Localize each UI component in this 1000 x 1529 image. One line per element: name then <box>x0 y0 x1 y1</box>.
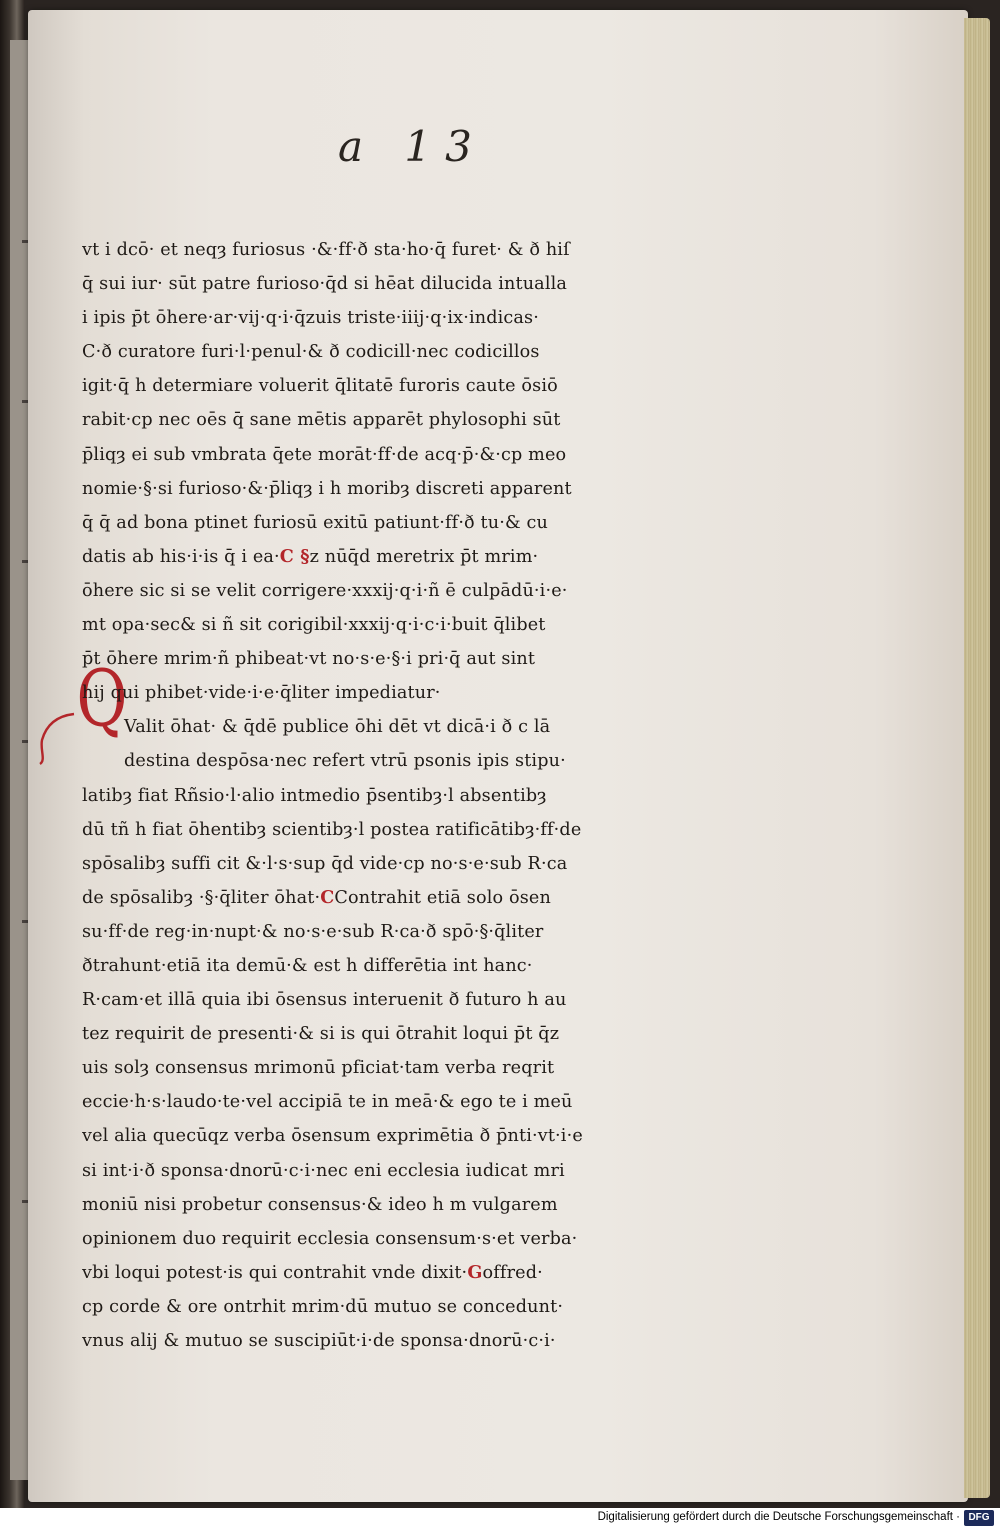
text-line: q̄ sui iur· sūt patre furioso·q̄d si hēat dilucida intualla <box>82 274 568 295</box>
text-line: Valit ōhat· & q̄dē publice ōhi dēt vt dicā·i ð c lā <box>124 717 551 738</box>
text-line: i ipis p̄t ōhere·ar·vij·q·i·q̄zuis triste·iiij·q·ix·indicas· <box>82 308 539 329</box>
page-block-edges <box>964 18 990 1498</box>
rubric-mark: G <box>467 1261 483 1283</box>
text-line: q̄ q̄ ad bona ptinet furiosū exitū patiunt·ff·ð tu·& cu <box>82 512 549 533</box>
text-segment: datis ab his·i·is q̄ i ea· <box>82 546 280 567</box>
dfg-logo-icon: DFG <box>964 1510 994 1526</box>
text-segment: z nūq̄d meretrix p̄t mrim· <box>309 546 539 567</box>
text-line: p̄t ōhere mrim·ñ phibeat·vt no·s·e·§·i pri·q̄ aut sint <box>82 649 536 670</box>
rubricated-initial: Q <box>76 654 128 744</box>
text-line: uis solȝ consensus mrimonū pficiat·tam verba reqrit <box>82 1058 555 1079</box>
text-line: latibȝ fiat Rñsio·l·alio intmedio p̄sentibȝ·l absentibȝ <box>82 785 547 806</box>
text-line: spōsalibȝ suffi cit &·l·s·sup q̄d vide·cp no·s·e·sub R·ca <box>82 853 568 874</box>
funding-credit: Digitalisierung gefördert durch die Deutsche Forschungsgemeinschaft · <box>597 1511 960 1523</box>
text-line: dū tñ h fiat ōhentibȝ scientibȝ·l postea ratificātibȝ·ff·de <box>82 819 582 840</box>
text-segment: de spōsalibȝ ·§·q̄liter ōhat· <box>82 887 321 908</box>
text-line: su·ff·de reg·in·nupt·& no·s·e·sub R·ca·ð spō·§·q̄liter <box>82 921 544 942</box>
text-line <box>82 881 682 915</box>
text-line <box>82 540 682 574</box>
text-line: p̄liqȝ ei sub vmbrata q̄ete morāt·ff·de acq·p̄·&·cp meo <box>82 444 567 465</box>
text-line: eccie·h·s·laudo·te·vel accipiā te in meā·& ego te i meū <box>82 1092 573 1113</box>
text-line: C·ð curatore furi·l·penul·& ð codicill·nec codicillos <box>82 342 540 363</box>
text-column <box>82 233 682 1358</box>
text-line: ōhere sic si se velit corrigere·xxxij·q·i·ñ ē culpādū·i·e· <box>82 580 568 601</box>
text-line: rabit·cp nec oēs q̄ sane mētis apparēt phylosophi sūt <box>82 410 561 431</box>
text-segment: Contrahit etiā solo ōsen <box>334 887 551 908</box>
text-segment: vbi loqui potest·is qui contrahit vnde dixit· <box>82 1262 468 1283</box>
text-line: moniū nisi probetur consensus·& ideo h m vulgarem <box>82 1194 558 1215</box>
rubric-mark: C § <box>279 545 310 567</box>
text-line: opinionem duo requirit ecclesia consensum·s·et verba· <box>82 1228 578 1249</box>
foliation-mark: a 13 <box>338 122 486 171</box>
text-line: destina despōsa·nec refert vtrū psonis ipis stipu· <box>124 751 566 772</box>
text-line: vnus alij & mutuo se suscipiūt·i·de sponsa·dnorū·c·i· <box>82 1331 556 1351</box>
initial-flourish <box>36 706 76 766</box>
text-line: cp corde & ore ontrhit mrim·dū mutuo se concedunt· <box>82 1296 564 1317</box>
text-line <box>82 1256 682 1290</box>
text-line: ðtrahunt·etiā ita demū·& est h differētia int hanc· <box>82 955 533 976</box>
text-line: R·cam·et illā quia ibi ōsensus interuenit ð futuro h au <box>82 990 567 1011</box>
text-line: igit·q̄ h determiare voluerit q̄litatē furoris caute ōsiō <box>82 376 558 397</box>
text-line: mt opa·sec& si ñ sit corigibil·xxxij·q·i·c·i·buit q̄libet <box>82 615 546 636</box>
digitization-footer <box>0 1508 1000 1529</box>
text-line: vel alia quecūqz verba ōsensum exprimētia ð p̄nti·vt·i·e <box>82 1126 583 1147</box>
text-line: tez requirit de presenti·& si is qui ōtrahit loqui p̄t q̄z <box>82 1024 560 1045</box>
text-segment: offred· <box>482 1262 543 1283</box>
text-line: si int·i·ð sponsa·dnorū·c·i·nec eni ecclesia iudicat mri <box>82 1160 565 1181</box>
text-line: vt i dcō· et neqȝ furiosus ·&·ff·ð sta·ho·q̄ furet· & ð hiſ <box>82 240 570 260</box>
rubric-mark: C <box>320 886 335 908</box>
text-line: hij qui phibet·vide·i·e·q̄liter impediatur· <box>82 683 441 704</box>
text-line: nomie·§·si furioso·&·p̄liqȝ i h moribȝ discreti apparent <box>82 478 572 499</box>
